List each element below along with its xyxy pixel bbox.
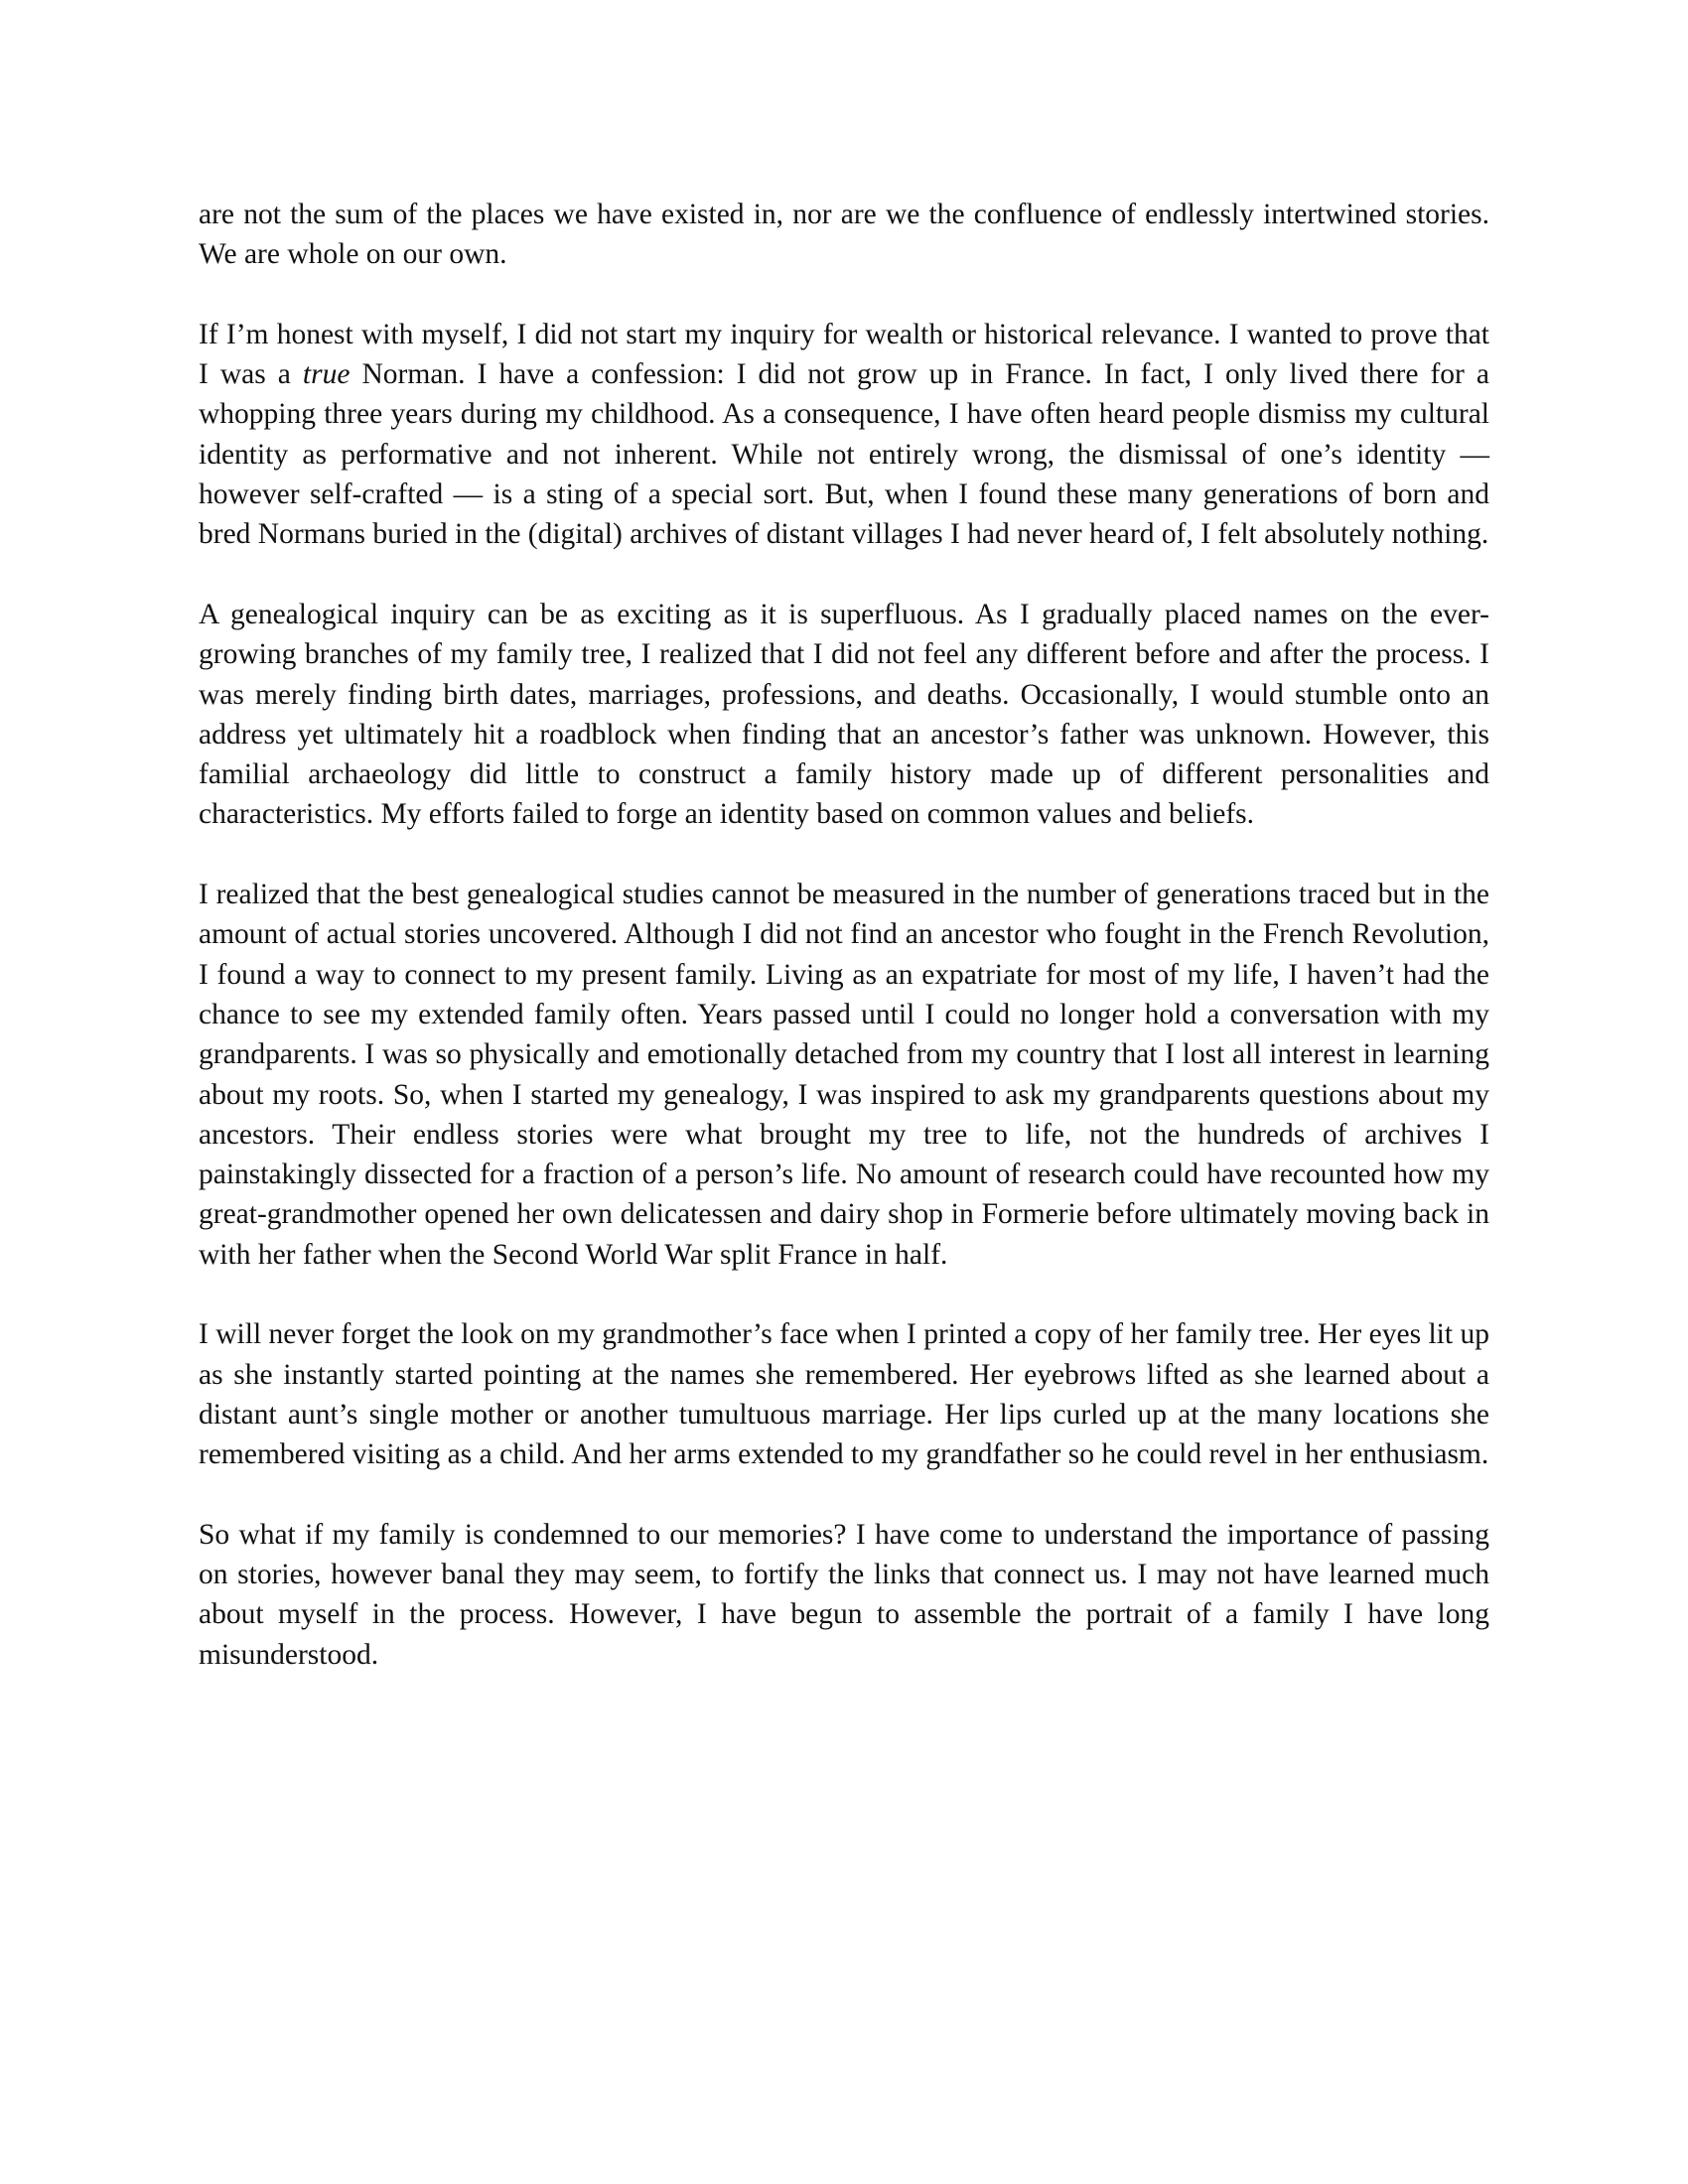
paragraph-1 <box>199 195 1489 275</box>
paragraph-2-text-after: Norman. I have a confession: I did not grow up in France. In fact, I only lived there for a whopping three years during my childhood. As a consequence, I have often heard people dismiss my cultural identity as performative and not inherent. While not entirely wrong, the dismissal of one’s identity — however self-crafted — is a sting of a special sort. But, when I found these many generations of born and bred Normans buried in the (digital) archives of distant villages I had never heard of, I felt absolutely nothing. <box>199 358 1490 551</box>
paragraph-2-text-before: If I’m honest with myself, I did not start my inquiry for wealth or historical relevance. I wanted to prove that I was a <box>199 318 1489 391</box>
paragraph-4-text: I realized that the best genealogical studies cannot be measured in the number of generations traced but in the amount of actual stories uncovered. Although I did not find an ancestor who fought in the French Revolution, I found a way to connect to my present family. Living as an expatriate for most of my life, I haven’t had the chance to see my extended family often. Years passed until I could no longer hold a conversation with my grandparents. I was so physically and emotionally detached from my country that I lost all interest in learning about my roots. So, when I started my genealogy, I was inspired to ask my grandparents questions about my ancestors. Their endless stories were what brought my tree to life, not the hundreds of archives I painstakingly dissected for a fraction of a person’s life. No amount of research could have recounted how my great-grandmother opened her own delicatessen and dairy shop in Formerie before ultimately moving back in with her father when the Second World War split France in half. <box>199 879 1489 1271</box>
paragraph-2 <box>199 315 1489 555</box>
paragraph-5 <box>199 1314 1489 1474</box>
paragraph-2-emphasis: true <box>302 358 351 391</box>
paragraph-6 <box>199 1515 1489 1675</box>
paragraph-1-text: are not the sum of the places we have existed in, nor are we the confluence of endlessly intertwined stories. We are whole on our own. <box>199 199 1489 271</box>
essay-body <box>199 195 1489 1714</box>
paragraph-6-text: So what if my family is condemned to our memories? I have come to understand the importance of passing on stories, however banal they may seem, to fortify the links that connect us. I may not have learned much about myself in the process. However, I have begun to assemble the portrait of a family I have long misunderstood. <box>199 1518 1489 1671</box>
paragraph-3 <box>199 595 1489 835</box>
paragraph-5-text: I will never forget the look on my grandmother’s face when I printed a copy of her family tree. Her eyes lit up as she instantly started pointing at the names she remembered. Her eyebrows lifted as she learned about a distant aunt’s single mother or another tumultuous marriage. Her lips curled up at the many locations she remembered visiting as a child. And her arms extended to my grandfather so he could revel in her enthusiasm. <box>199 1318 1489 1471</box>
paragraph-3-text: A genealogical inquiry can be as exciting as it is superfluous. As I gradually placed names on the ever-growing branches of my family tree, I realized that I did not feel any different before and after the process. I was merely finding birth dates, marriages, professions, and deaths. Occasionally, I would stumble onto an address yet ultimately hit a roadblock when finding that an ancestor’s father was unknown. However, this familial archaeology did little to construct a family history made up of different personalities and characteristics. My efforts failed to forge an identity based on common values and beliefs. <box>199 598 1489 831</box>
paragraph-4 <box>199 875 1489 1275</box>
